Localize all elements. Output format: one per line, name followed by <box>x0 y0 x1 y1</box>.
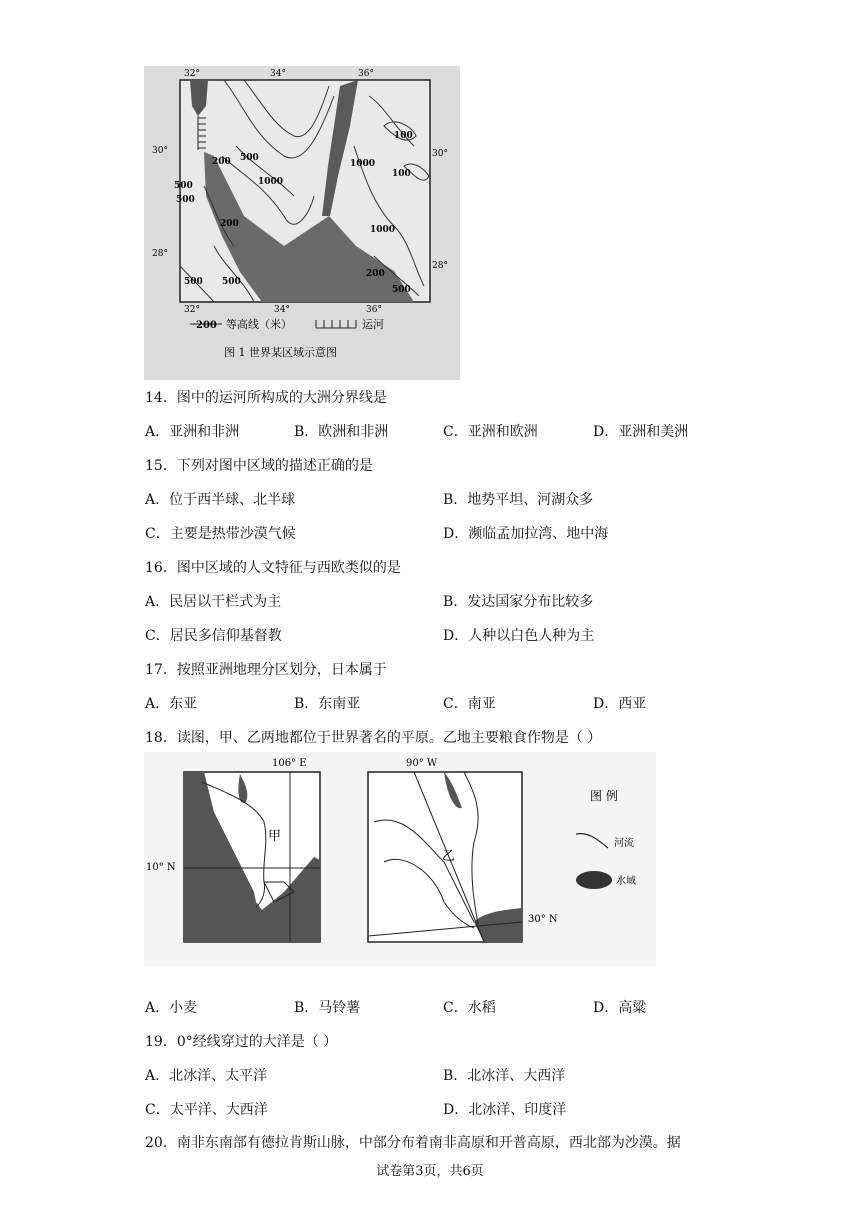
figure-1-map <box>144 66 460 380</box>
lat-label: 30° <box>152 146 168 156</box>
question-14-option-a[interactable]: A．亚洲和非洲 <box>145 424 240 440</box>
legend-title: 图 例 <box>590 789 618 803</box>
question-15-stem: 15．下列对图中区域的描述正确的是 <box>145 458 373 474</box>
contour-value: 100 <box>394 131 413 141</box>
lon-label: 34° <box>274 305 290 315</box>
question-16-option-c[interactable]: C．居民多信仰基督教 <box>145 628 282 644</box>
question-17-option-c[interactable]: C．南亚 <box>443 696 496 712</box>
contour-value: 500 <box>392 285 411 295</box>
contour-value: 100 <box>392 169 411 179</box>
question-17-option-d[interactable]: D．西亚 <box>593 696 647 712</box>
label-jia: 甲 <box>268 829 282 844</box>
contour-value: 1000 <box>258 177 284 187</box>
question-16-option-d[interactable]: D．人种以白色人种为主 <box>443 628 595 644</box>
contour-value: 500 <box>222 277 241 287</box>
question-17-option-a[interactable]: A．东亚 <box>145 696 198 712</box>
question-19-option-b[interactable]: B．北冰洋、大西洋 <box>443 1068 566 1084</box>
question-19-option-d[interactable]: D．北冰洋、印度洋 <box>443 1102 567 1118</box>
lon-label: 32° <box>184 305 200 315</box>
contour-value: 500 <box>240 153 259 163</box>
question-15-option-b[interactable]: B．地势平坦、河湖众多 <box>443 492 594 508</box>
question-15-option-c[interactable]: C．主要是热带沙漠气候 <box>145 526 296 542</box>
question-15-option-a[interactable]: A．位于西半球、北半球 <box>145 492 296 508</box>
question-14-option-c[interactable]: C．亚洲和欧洲 <box>443 424 538 440</box>
page-footer: 试卷第3页，共6页 <box>376 1164 484 1179</box>
legend-contour-label: 等高线（米） <box>226 318 292 331</box>
lon-label: 32° <box>184 69 200 79</box>
contour-value: 500 <box>184 277 203 287</box>
lon-label: 36° <box>366 305 382 315</box>
question-18-option-d[interactable]: D．高粱 <box>593 1000 647 1016</box>
question-20-stem: 20．南非东南部有德拉肯斯山脉，中部分布着南非高原和开普高原，西北部为沙漠。据 <box>145 1135 681 1151</box>
contour-value: 200 <box>220 219 239 229</box>
contour-value: 1000 <box>370 225 396 235</box>
legend-contour-value: 200 <box>196 320 217 331</box>
contour-value: 200 <box>212 157 231 167</box>
lat-label-right: 30° N <box>528 914 558 925</box>
label-yi: 乙 <box>442 849 456 864</box>
question-16-option-b[interactable]: B．发达国家分布比较多 <box>443 594 594 610</box>
question-17-option-b[interactable]: B．东南亚 <box>294 696 361 712</box>
contour-value: 500 <box>174 181 193 191</box>
lat-label-left: 10° N <box>146 862 176 873</box>
question-14-option-b[interactable]: B．欧洲和非洲 <box>294 424 389 440</box>
question-18-option-c[interactable]: C．水稻 <box>443 1000 496 1016</box>
question-19-option-a[interactable]: A．北冰洋、太平洋 <box>145 1068 268 1084</box>
question-18-option-b[interactable]: B．马铃薯 <box>294 1000 361 1016</box>
contour-value: 1000 <box>350 159 376 169</box>
question-18-stem: 18．读图，甲、乙两地都位于世界著名的平原。乙地主要粮食作物是（ ） <box>145 730 602 746</box>
question-16-stem: 16．图中区域的人文特征与西欧类似的是 <box>145 560 401 576</box>
question-19-option-c[interactable]: C．太平洋、大西洋 <box>145 1102 268 1118</box>
figure-1-caption: 图 1 世界某区域示意图 <box>224 346 337 359</box>
legend-canal-label: 运河 <box>362 318 384 331</box>
figure-2-maps <box>144 752 656 966</box>
lon-label-left: 106° E <box>272 758 307 769</box>
lat-label: 28° <box>152 249 168 259</box>
lon-label: 36° <box>358 69 374 79</box>
lon-label: 34° <box>270 69 286 79</box>
question-19-stem: 19．0°经线穿过的大洋是（ ） <box>145 1034 338 1050</box>
question-14-stem: 14．图中的运河所构成的大洲分界线是 <box>145 390 387 406</box>
question-18-option-a[interactable]: A．小麦 <box>145 1000 198 1016</box>
question-16-option-a[interactable]: A．民居以干栏式为主 <box>145 594 282 610</box>
lat-label: 28° <box>432 261 448 271</box>
legend-water-label: 水域 <box>616 876 636 887</box>
lat-label: 30° <box>432 149 448 159</box>
question-15-option-d[interactable]: D．濒临孟加拉湾、地中海 <box>443 526 609 542</box>
contour-value: 200 <box>366 269 385 279</box>
question-17-stem: 17．按照亚洲地理分区划分，日本属于 <box>145 662 387 678</box>
lon-label-right: 90° W <box>406 758 438 769</box>
contour-value: 500 <box>176 195 195 205</box>
question-14-option-d[interactable]: D．亚洲和美洲 <box>593 424 689 440</box>
legend-river-label: 河流 <box>614 838 634 849</box>
